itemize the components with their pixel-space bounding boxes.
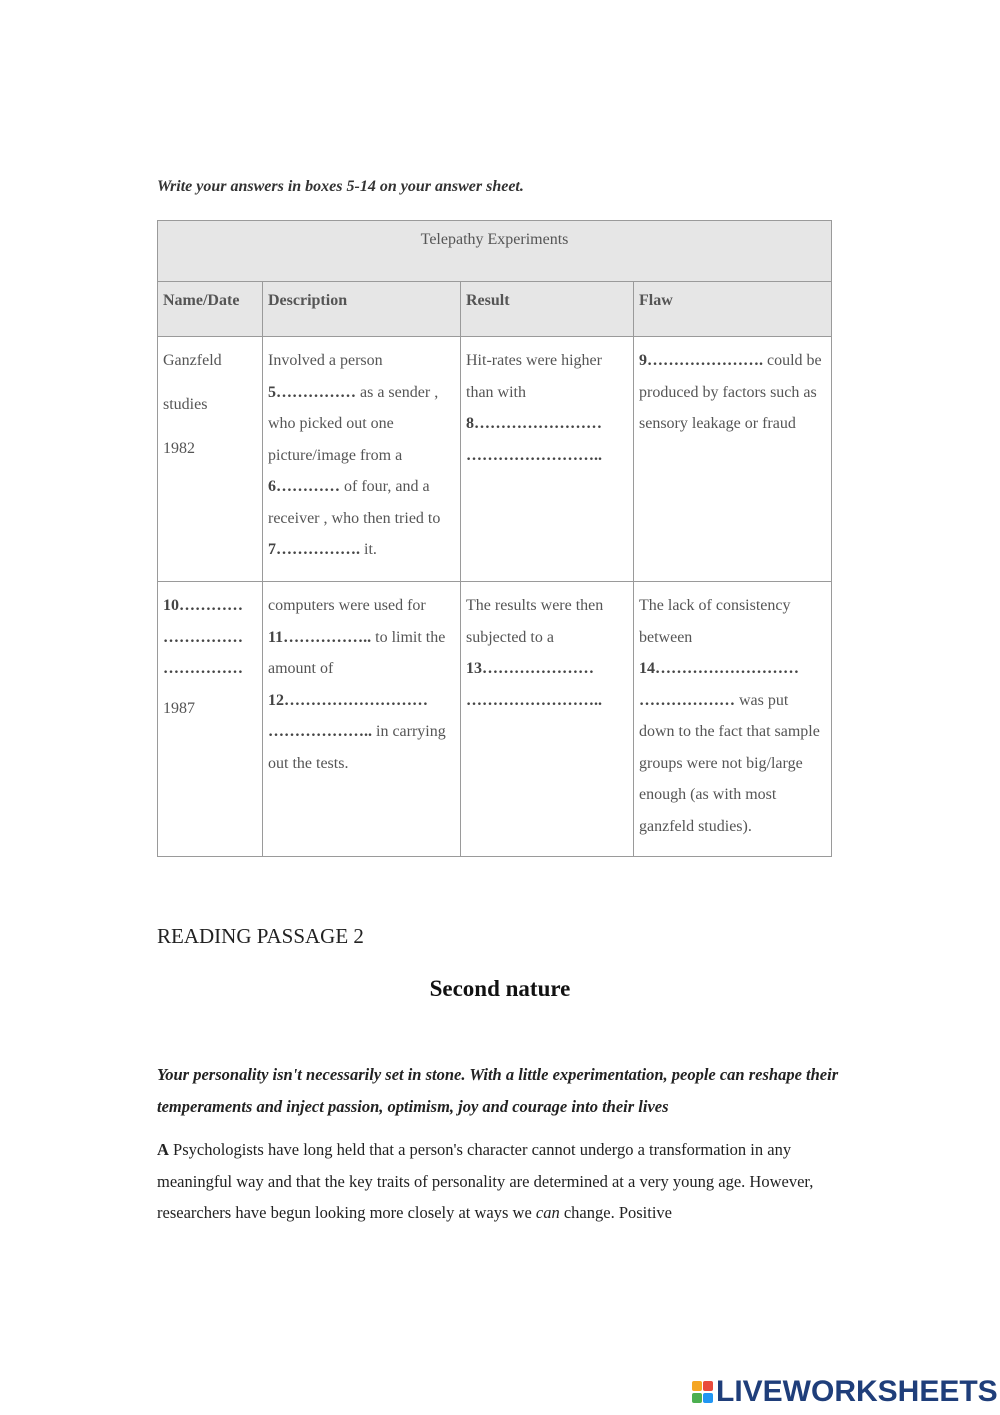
passage-subtitle: Your personality isn't necessarily set in stone. With a little experimentation, people can reshape their temperaments and inject passion, optimism, joy and courage into their lives (157, 1065, 839, 1116)
header-name-date: Name/Date (158, 282, 263, 337)
row1-desc-text: of four, and a receiver , who then tried to (268, 478, 441, 527)
paragraph-a (157, 1134, 847, 1229)
row1-desc-text: as a sender , who picked out one picture/image from a (268, 383, 439, 464)
row1-result-cell (461, 337, 634, 582)
header-description: Description (263, 282, 461, 337)
header-result: Result (461, 282, 634, 337)
row2-result-text: The results were then subjected to a (466, 597, 604, 646)
row1-flaw-cell (634, 337, 832, 582)
table-row (158, 582, 832, 857)
row1-date: 1982 (163, 440, 195, 457)
row2-desc-text: to limit the amount of (268, 628, 446, 677)
table-title-row (158, 221, 832, 282)
header-flaw: Flaw (634, 282, 832, 337)
row2-date: 1987 (163, 699, 195, 717)
table-header-row (158, 282, 832, 337)
row1-desc-text: Involved a person (268, 352, 383, 369)
row2-flaw-cell (634, 582, 832, 857)
paragraph-text: change. Positive (559, 1203, 673, 1222)
blank-5[interactable]: 5…………… (268, 383, 356, 401)
table-title: Telepathy Experiments (158, 221, 832, 282)
paragraph-italic: can (535, 1203, 560, 1222)
telepathy-experiments-table (157, 220, 832, 857)
row1-flaw-text: could be produced by factors such as sensory leakage or fraud (639, 352, 822, 432)
row1-desc-text: it. (360, 541, 377, 558)
instruction-text: Write your answers in boxes 5-14 on your answer sheet. (157, 178, 524, 195)
liveworksheets-logo-icon (692, 1379, 714, 1405)
row2-flaw-text: was put down to the fact that sample groups were not big/large enough (as with most ganzfeld studies). (639, 691, 820, 835)
blank-8[interactable]: 8…………………… …………………….. (466, 415, 602, 464)
liveworksheets-logo[interactable] (692, 1375, 998, 1409)
row2-name-cell (158, 582, 263, 857)
blank-9[interactable]: 9…………………. (639, 352, 763, 369)
blank-13[interactable]: 13………………… …………………….. (466, 660, 602, 709)
row1-description-cell (263, 337, 461, 582)
passage-title: Second nature (429, 976, 571, 1001)
blank-12[interactable]: 12……………………… ……………….. (268, 691, 428, 740)
blank-6[interactable]: 6………… (268, 478, 340, 495)
blank-7[interactable]: 7……………. (268, 541, 360, 558)
row1-name-cell (158, 337, 263, 582)
row2-desc-text: computers were used for (268, 597, 426, 614)
blank-10[interactable]: 10………… …………… …………… (163, 597, 243, 677)
paragraph-letter: A (157, 1140, 169, 1159)
passage-label: READING PASSAGE 2 (157, 924, 364, 948)
liveworksheets-logo-text: LIVEWORKSHEETS (716, 1375, 998, 1408)
row1-name-line1: Ganzfeld (163, 352, 222, 369)
table-row (158, 337, 832, 582)
row2-result-cell (461, 582, 634, 857)
blank-14[interactable]: 14……………………… ……………… (639, 660, 799, 709)
row2-desc-text: in carrying out the tests. (268, 723, 446, 772)
row1-name-line2: studies (163, 396, 208, 413)
row1-result-text: Hit-rates were higher than with (466, 352, 602, 401)
blank-11[interactable]: 11…………….. (268, 628, 372, 646)
paragraph-text: Psychologists have long held that a person's character cannot undergo a transformation in any meaningful way and that the key traits of personality are determined at a very young age. However, researchers have begun looking more closely at ways we (157, 1140, 814, 1222)
row2-description-cell (263, 582, 461, 857)
row2-flaw-text: The lack of consistency between (639, 597, 791, 646)
